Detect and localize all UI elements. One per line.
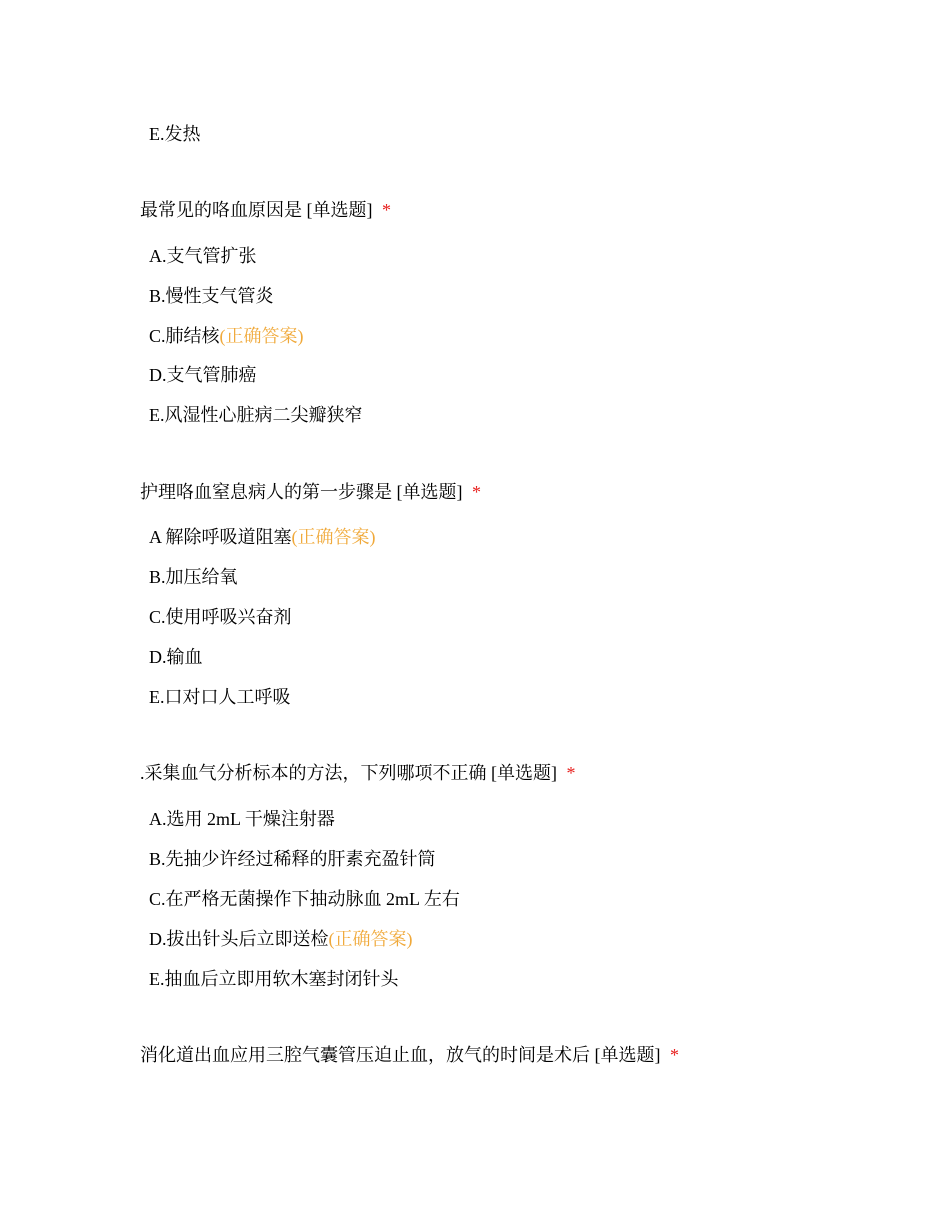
option-text: E.口对口人工呼吸 — [149, 687, 291, 707]
question-text: 消化道出血应用三腔气囊管压迫止血，放气的时间是术后 — [140, 1045, 590, 1065]
question-text: 最常见的咯血原因是 — [140, 200, 302, 220]
question-title — [140, 761, 576, 785]
option-text: B.先抽少许经过稀释的肝素充盈针筒 — [149, 849, 436, 869]
option-item — [149, 967, 399, 991]
option-item — [149, 565, 238, 589]
option-item — [149, 847, 436, 871]
option-item — [149, 605, 292, 629]
question-title — [140, 1043, 679, 1067]
option-item — [149, 363, 257, 387]
option-item — [149, 525, 376, 549]
question-type: [单选题] — [306, 200, 373, 220]
option-item — [149, 122, 201, 146]
question-title — [140, 198, 391, 222]
option-text: B.慢性支气管炎 — [149, 286, 274, 306]
option-text: E.风湿性心脏病二尖瓣狭窄 — [149, 405, 363, 425]
option-text: A.选用 2mL 干燥注射器 — [149, 809, 335, 829]
question-type: [单选题] — [491, 763, 557, 783]
required-mark: * — [382, 200, 391, 220]
option-item — [149, 807, 335, 831]
option-text: D.输血 — [149, 647, 203, 667]
option-item — [149, 284, 274, 308]
option-item — [149, 244, 257, 268]
correct-answer-label: (正确答案) — [291, 527, 376, 547]
option-item — [149, 685, 291, 709]
correct-answer-label: (正确答案) — [328, 929, 413, 949]
option-item — [149, 403, 363, 427]
option-text: C.肺结核 — [149, 326, 220, 346]
question-title — [140, 480, 481, 504]
option-item — [149, 927, 413, 951]
required-mark: * — [566, 763, 576, 783]
question-text: .采集血气分析标本的方法，下列哪项不正确 — [140, 763, 487, 783]
option-text: C.在严格无菌操作下抽动脉血 2mL 左右 — [149, 889, 460, 909]
required-mark: * — [670, 1045, 679, 1065]
option-text: B.加压给氧 — [149, 567, 238, 587]
option-text: D.支气管肺癌 — [149, 365, 257, 385]
option-item — [149, 645, 203, 669]
correct-answer-label: (正确答案) — [219, 326, 304, 346]
option-text: E.发热 — [149, 124, 201, 144]
option-item — [149, 324, 304, 348]
option-text: E.抽血后立即用软木塞封闭针头 — [149, 969, 399, 989]
question-type: [单选题] — [396, 482, 463, 502]
option-text: C.使用呼吸兴奋剂 — [149, 607, 292, 627]
option-text: D.拔出针头后立即送检 — [149, 929, 329, 949]
question-text: 护理咯血窒息病人的第一步骤是 — [140, 482, 392, 502]
question-type: [单选题] — [594, 1045, 661, 1065]
option-text: A 解除呼吸道阻塞 — [149, 527, 292, 547]
option-text: A.支气管扩张 — [149, 246, 257, 266]
required-mark: * — [472, 482, 481, 502]
option-item — [149, 887, 460, 911]
